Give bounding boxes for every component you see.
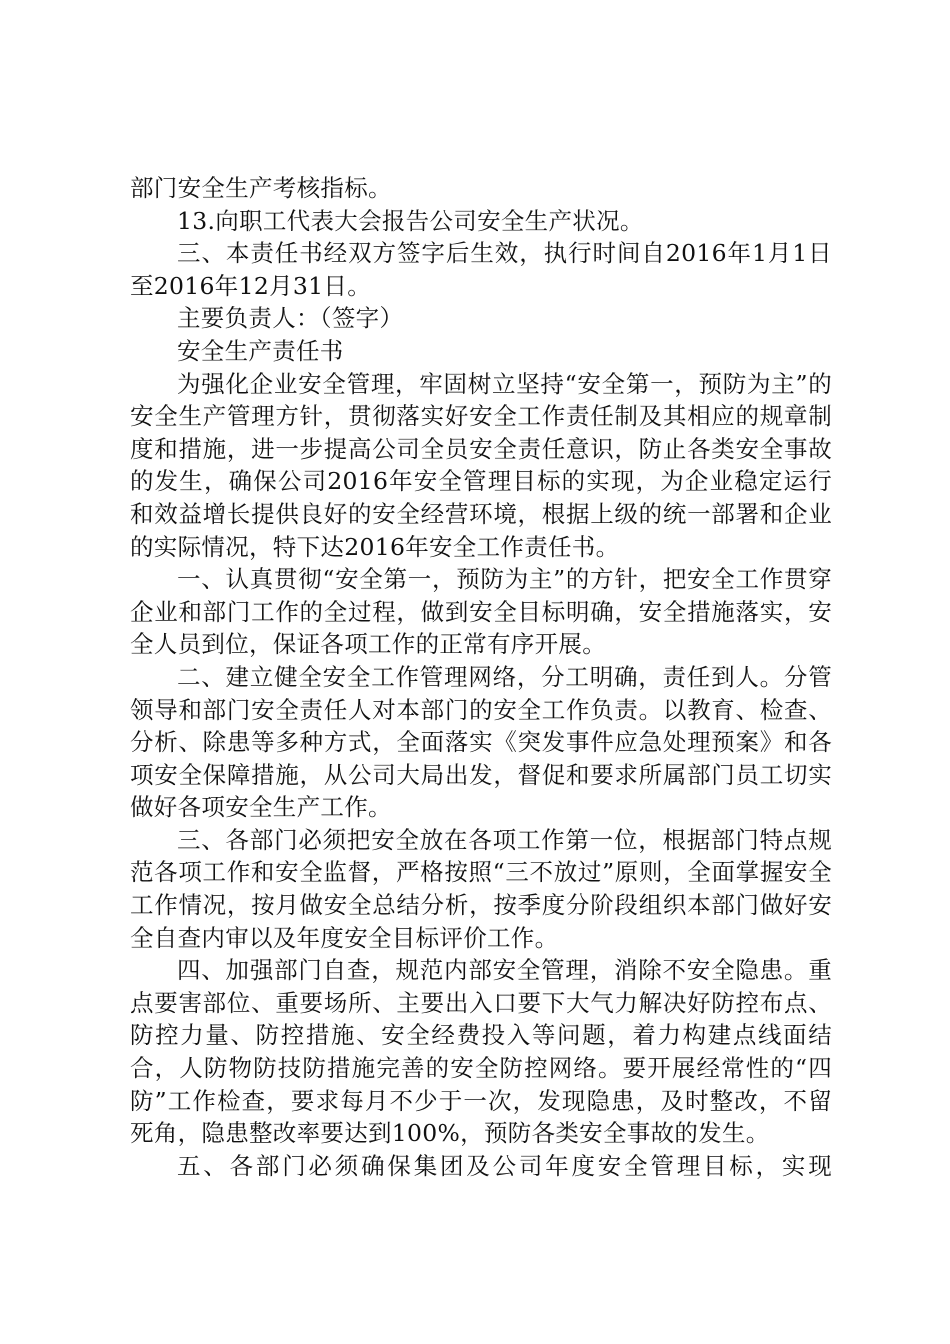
document-title: 安全生产责任书: [177, 336, 344, 365]
paragraph-section-5: 五、各部门必须确保集团及公司年度安全管理目标，实现: [177, 1151, 832, 1180]
paragraph-section-4: 四、加强部门自查，规范内部安全管理，消除不安全隐患。重点要害部位、重要场所、主要出入口要下大气力解决好防控布点、防控力量、防控措施、安全经费投入等问题，着力构建点线面结合，人防物防技防措施完善的安全防控网络。要开展经常性的“四防”工作检查，要求每月不少于一次，发现隐患，及时整改，不留死角，隐患整改率要达到100%，预防各类安全事故的发生。: [130, 956, 832, 1148]
signature-line: 主要负责人：（签字）: [177, 304, 404, 333]
paragraph-section-2: 二、建立健全安全工作管理网络，分工明确，责任到人。分管领导和部门安全责任人对本部门的安全工作负责。以教育、检查、分析、除患等多种方式，全面落实《突发事件应急处理预案》和各项安全保障措施，从公司大局出发，督促和要求所属部门员工切实做好各项安全生产工作。: [130, 662, 832, 822]
paragraph-continuation: 部门安全生产考核指标。: [130, 174, 392, 202]
document-body: [130, 172, 832, 1182]
paragraph-item-13: 13.向职工代表大会报告公司安全生产状况。: [177, 206, 644, 235]
paragraph-effective-date: 三、本责任书经双方签字后生效，执行时间自2016年1月1日至2016年12月31日。: [130, 239, 832, 300]
paragraph-intro: 为强化企业安全管理，牢固树立坚持“安全第一，预防为主”的安全生产管理方针，贯彻落实好安全工作责任制及其相应的规章制度和措施，进一步提高公司全员安全责任意识，防止各类安全事故的发生，确保公司2016年安全管理目标的实现，为企业稳定运行和效益增长提供良好的安全经营环境，根据上级的统一部署和企业的实际情况，特下达2016年安全工作责任书。: [130, 369, 832, 561]
paragraph-section-1: 一、认真贯彻“安全第一，预防为主”的方针，把安全工作贯穿企业和部门工作的全过程，做到安全目标明确，安全措施落实，安全人员到位，保证各项工作的正常有序开展。: [130, 565, 832, 659]
paragraph-section-3: 三、各部门必须把安全放在各项工作第一位，根据部门特点规范各项工作和安全监督，严格按照“三不放过”原则，全面掌握安全工作情况，按月做安全总结分析，按季度分阶段组织本部门做好安全自查内审以及年度安全目标评价工作。: [130, 825, 832, 952]
